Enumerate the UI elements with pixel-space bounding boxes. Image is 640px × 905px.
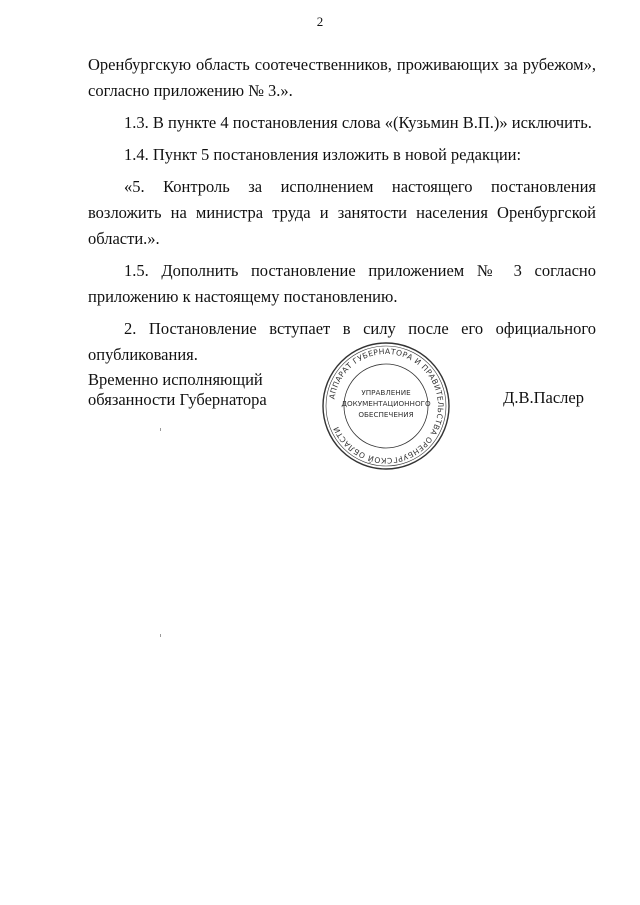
paragraph-quoted-item-5: «5. Контроль за исполнением настоящего постановления возложить на министра труда и занятости населения Оренбургской области.».: [88, 177, 596, 248]
seal-center-line-1: УПРАВЛЕНИЕ: [361, 388, 411, 397]
official-seal: [320, 340, 452, 472]
seal-center-line-2: ДОКУМЕНТАЦИОННОГО: [341, 399, 431, 408]
scan-artifact-dot: [160, 428, 161, 431]
signer-title-line-2: обязанности Губернатора: [88, 390, 267, 409]
signer-title: [88, 370, 267, 410]
signature-block: [88, 346, 596, 470]
scan-artifact-dot: [160, 634, 161, 637]
paragraph-2: 2. Постановление вступает в силу после его официального опубликования.: [88, 319, 596, 364]
page-number: 2: [316, 14, 324, 29]
seal-ring-text-path: АППАРАТ ГУБЕРНАТОРА И ПРАВИТЕЛЬСТВА ОРЕНБУРГСКОЙ ОБЛАСТИ: [327, 346, 446, 466]
paragraph-continuation: Оренбургскую область соотечественников, проживающих за рубежом», согласно приложению № 3.».: [88, 55, 596, 100]
paragraph-1-4: 1.4. Пункт 5 постановления изложить в новой редакции:: [124, 145, 522, 164]
seal-center-line-3: ОБЕСПЕЧЕНИЯ: [358, 410, 414, 419]
seal-graphic: [320, 340, 452, 472]
document-body: [88, 52, 596, 374]
signer-title-line-1: Временно исполняющий: [88, 370, 263, 389]
signer-name: Д.В.Паслер: [503, 388, 584, 407]
paragraph-1-3: 1.3. В пункте 4 постановления слова «(Кузьмин В.П.)» исключить.: [124, 113, 592, 132]
paragraph-1-5: 1.5. Дополнить постановление приложением № 3 согласно приложению к настоящему постановлению.: [88, 261, 596, 306]
